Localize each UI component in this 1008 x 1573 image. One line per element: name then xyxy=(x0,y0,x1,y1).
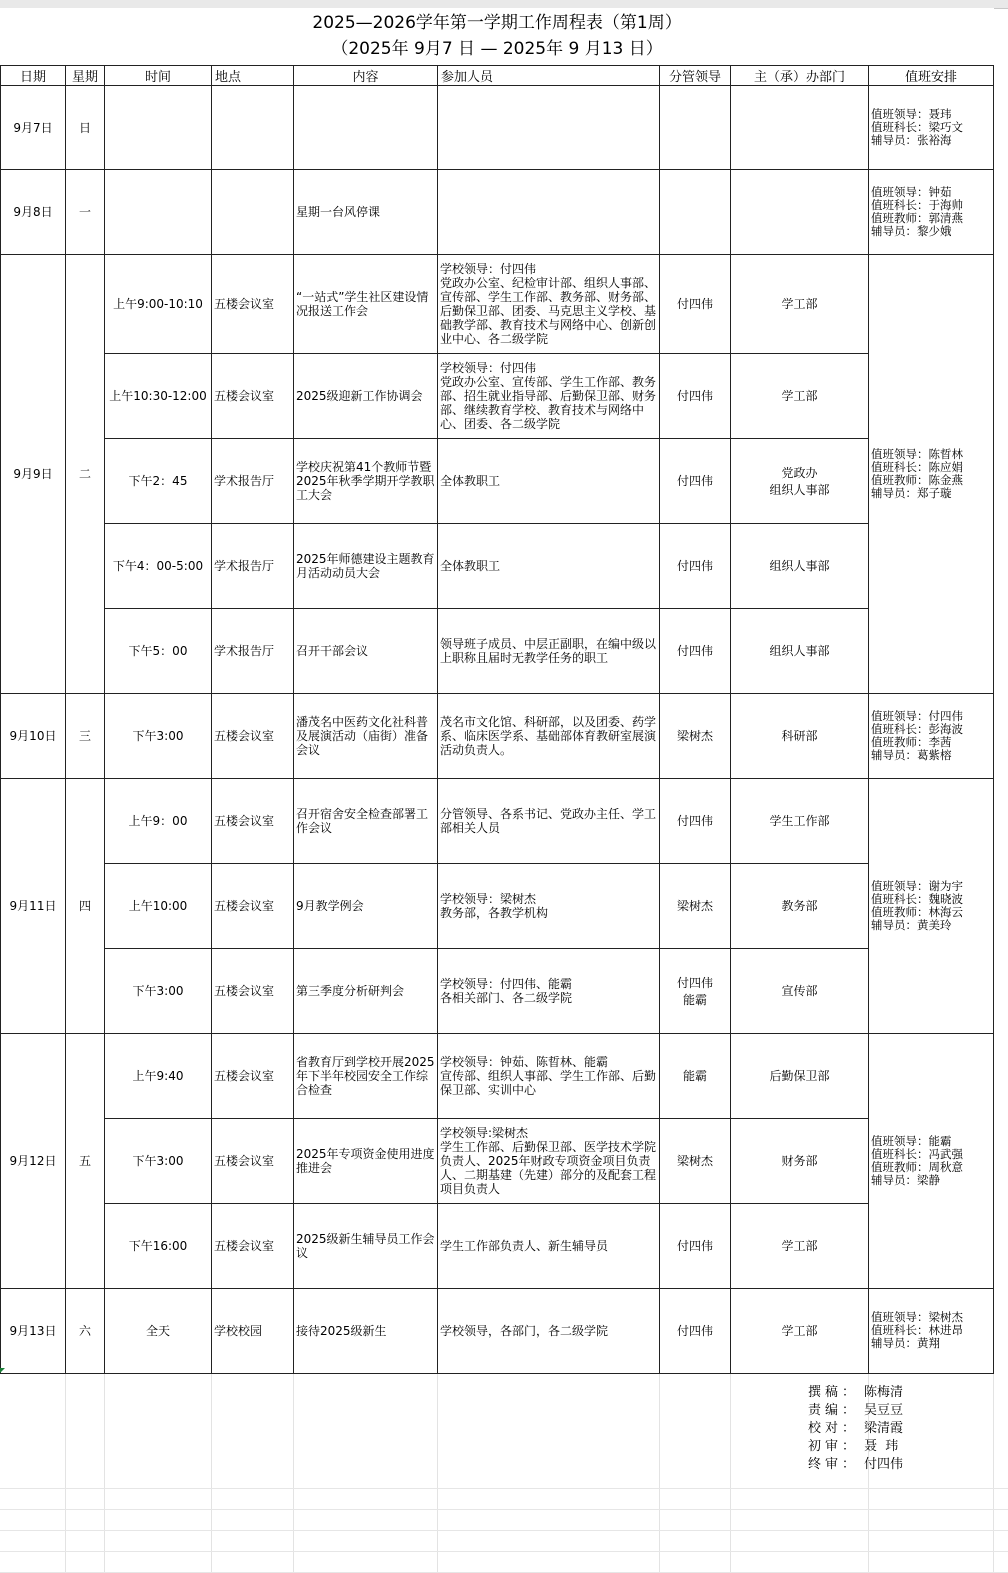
content-cell: 省教育厅到学校开展2025年下半年校园安全工作综合检查 xyxy=(294,1033,438,1118)
signature-label: 校对： xyxy=(808,1421,860,1436)
weekday-cell: 六 xyxy=(66,1288,105,1373)
signature-name: 吴豆豆 xyxy=(864,1403,904,1418)
header-leader: 分管领导 xyxy=(660,65,731,85)
signature-row xyxy=(808,1438,903,1456)
table-row xyxy=(1,693,994,778)
header-place: 地点 xyxy=(212,65,294,85)
table-row xyxy=(1,1288,994,1373)
duty-line: 辅导员：黎少娥 xyxy=(871,223,952,238)
signature-name: 梁清霞 xyxy=(864,1421,904,1436)
fill-handle-mark xyxy=(0,1368,5,1373)
duty-line: 辅导员：张裕海 xyxy=(871,132,952,147)
duty-line: 值班科长：魏晓波 xyxy=(871,891,963,906)
attendees-cell: 全体教职工 xyxy=(438,523,660,608)
place-cell: 五楼会议室 xyxy=(212,693,294,778)
time-cell xyxy=(105,85,212,169)
attendees-cell: 学生工作部负责人、新生辅导员 xyxy=(438,1203,660,1288)
gridline xyxy=(0,1509,1008,1510)
time-cell: 下午3:00 xyxy=(105,693,212,778)
dept-cell: 后勤保卫部 xyxy=(731,1033,869,1118)
header-attendees: 参加人员 xyxy=(438,65,660,85)
content-cell xyxy=(294,85,438,169)
weekday-cell: 五 xyxy=(66,1033,105,1288)
leader-cell: 梁树杰 xyxy=(660,693,731,778)
place-cell: 学术报告厅 xyxy=(212,523,294,608)
date-cell: 9月9日 xyxy=(1,254,66,693)
table-row xyxy=(1,778,994,863)
date-cell: 9月8日 xyxy=(1,169,66,254)
table-row xyxy=(1,523,994,608)
time-cell: 下午2：45 xyxy=(105,438,212,523)
attendees-cell: 茂名市文化馆、科研部，以及团委、药学系、临床医学系、基础部体育教研室展演活动负责人。 xyxy=(438,693,660,778)
duty-line: 值班领导：付四伟 xyxy=(871,708,963,723)
schedule-title xyxy=(1,8,994,65)
signature-row xyxy=(808,1402,903,1420)
duty-cell xyxy=(869,1288,994,1373)
time-cell: 下午5：00 xyxy=(105,608,212,693)
duty-cell xyxy=(869,254,994,693)
time-cell: 下午16:00 xyxy=(105,1203,212,1288)
place-cell xyxy=(212,85,294,169)
table-row xyxy=(1,254,994,353)
duty-line: 值班教师：李茜 xyxy=(871,734,952,749)
date-cell: 9月13日 xyxy=(1,1288,66,1373)
duty-line: 值班科长：陈应娟 xyxy=(871,459,963,474)
duty-line: 辅导员：葛紫榕 xyxy=(871,747,952,762)
time-cell: 下午4：00-5:00 xyxy=(105,523,212,608)
table-row xyxy=(1,169,994,254)
duty-line: 值班领导：谢为宇 xyxy=(871,878,963,893)
date-cell: 9月10日 xyxy=(1,693,66,778)
dept-cell: 学工部 xyxy=(731,1288,869,1373)
dept-cell: 组织人事部 xyxy=(731,523,869,608)
place-cell: 五楼会议室 xyxy=(212,353,294,438)
weekday-cell: 一 xyxy=(66,169,105,254)
signature-row xyxy=(808,1456,903,1474)
leader-cell: 付四伟 xyxy=(660,438,731,523)
duty-line: 辅导员：郑子璇 xyxy=(871,485,952,500)
weekday-cell: 三 xyxy=(66,693,105,778)
duty-cell xyxy=(869,778,994,1033)
content-cell: 召开干部会议 xyxy=(294,608,438,693)
dept-cell: 宣传部 xyxy=(731,948,869,1033)
dept-cell: 学工部 xyxy=(731,353,869,438)
weekday-cell: 日 xyxy=(66,85,105,169)
header-weekday: 星期 xyxy=(66,65,105,85)
date-cell: 9月11日 xyxy=(1,778,66,1033)
place-cell: 学校校园 xyxy=(212,1288,294,1373)
content-cell: “一站式”学生社区建设情况报送工作会 xyxy=(294,254,438,353)
attendees-cell: 全体教职工 xyxy=(438,438,660,523)
title-line-1: 2025—2026学年第一学期工作周程表（第1周） xyxy=(312,13,682,34)
table-row xyxy=(1,1118,994,1203)
duty-line: 值班教师：周秋意 xyxy=(871,1159,963,1174)
table-row xyxy=(1,353,994,438)
leader-cell: 付四伟 能霸 xyxy=(660,948,731,1033)
header-duty: 值班安排 xyxy=(869,65,994,85)
duty-line: 辅导员：梁静 xyxy=(871,1172,940,1187)
header-dept: 主（承）办部门 xyxy=(731,65,869,85)
leader-cell: 付四伟 xyxy=(660,608,731,693)
dept-cell: 组织人事部 xyxy=(731,608,869,693)
time-cell xyxy=(105,169,212,254)
content-cell: 2025级迎新工作协调会 xyxy=(294,353,438,438)
weekday-cell: 四 xyxy=(66,778,105,1033)
dept-cell: 党政办 组织人事部 xyxy=(731,438,869,523)
time-cell: 上午9:40 xyxy=(105,1033,212,1118)
content-cell: 学校庆祝第41个教师节暨2025年秋季学期开学教职工大会 xyxy=(294,438,438,523)
content-cell: 星期一台风停课 xyxy=(294,169,438,254)
header-date: 日期 xyxy=(1,65,66,85)
attendees-cell xyxy=(438,169,660,254)
signature-row xyxy=(808,1420,903,1438)
attendees-cell: 学校领导：钟茹、陈晢林、能霸 宣传部、组织人事部、学生工作部、后勤保卫部、实训中心 xyxy=(438,1033,660,1118)
duty-line: 值班教师：郭清燕 xyxy=(871,210,963,225)
leader-cell: 付四伟 xyxy=(660,1288,731,1373)
duty-cell xyxy=(869,693,994,778)
duty-line: 值班科长：彭海波 xyxy=(871,721,963,736)
time-cell: 下午3:00 xyxy=(105,1118,212,1203)
dept-cell xyxy=(731,169,869,254)
duty-cell xyxy=(869,169,994,254)
leader-cell: 梁树杰 xyxy=(660,1118,731,1203)
leader-cell: 付四伟 xyxy=(660,353,731,438)
header-time: 时间 xyxy=(105,65,212,85)
content-cell: 2025级新生辅导员工作会议 xyxy=(294,1203,438,1288)
gridline xyxy=(0,1488,1008,1489)
place-cell: 五楼会议室 xyxy=(212,254,294,353)
time-cell: 上午9：00 xyxy=(105,778,212,863)
gridline xyxy=(0,1530,1008,1531)
date-cell: 9月12日 xyxy=(1,1033,66,1288)
content-cell: 2025年师德建设主题教育月活动动员大会 xyxy=(294,523,438,608)
leader-cell: 付四伟 xyxy=(660,1203,731,1288)
duty-line: 值班教师：陈金燕 xyxy=(871,472,963,487)
attendees-cell: 学校领导：梁树杰 教务部，各教学机构 xyxy=(438,863,660,948)
duty-line: 辅导员：黄翔 xyxy=(871,1336,940,1350)
header-content: 内容 xyxy=(294,65,438,85)
place-cell: 五楼会议室 xyxy=(212,778,294,863)
duty-line: 值班教师：林海云 xyxy=(871,904,963,919)
date-cell: 9月7日 xyxy=(1,85,66,169)
duty-line: 值班领导：能霸 xyxy=(871,1133,952,1148)
dept-cell: 学工部 xyxy=(731,254,869,353)
time-cell: 上午10:00 xyxy=(105,863,212,948)
dept-cell: 财务部 xyxy=(731,1118,869,1203)
duty-line: 值班领导：梁树杰 xyxy=(871,1310,963,1324)
signature-row xyxy=(808,1384,903,1402)
place-cell: 学术报告厅 xyxy=(212,438,294,523)
place-cell xyxy=(212,169,294,254)
time-cell: 全天 xyxy=(105,1288,212,1373)
signature-name: 聂 玮 xyxy=(864,1439,899,1454)
table-row xyxy=(1,948,994,1033)
place-cell: 学术报告厅 xyxy=(212,608,294,693)
dept-cell: 学工部 xyxy=(731,1203,869,1288)
place-cell: 五楼会议室 xyxy=(212,863,294,948)
place-cell: 五楼会议室 xyxy=(212,948,294,1033)
content-cell: 2025年专项资金使用进度推进会 xyxy=(294,1118,438,1203)
attendees-cell: 领导班子成员、中层正副职，在编中级以上职称且届时无教学任务的职工 xyxy=(438,608,660,693)
duty-line: 辅导员：黄美玲 xyxy=(871,917,952,932)
content-cell: 第三季度分析研判会 xyxy=(294,948,438,1033)
time-cell: 上午9:00-10:10 xyxy=(105,254,212,353)
duty-line: 值班科长：林进昂 xyxy=(871,1323,963,1337)
attendees-cell: 学校领导：付四伟 党政办公室、纪检审计部、组织人事部、宣传部、学生工作部、教务部、财务部、后勤保卫部、团委、马克思主义学校、基础教学部、教育技术与网络中心、创新创业中心、各二级学院 xyxy=(438,254,660,353)
dept-cell: 教务部 xyxy=(731,863,869,948)
duty-line: 值班科长：于海帅 xyxy=(871,197,963,212)
content-cell: 接待2025级新生 xyxy=(294,1288,438,1373)
content-cell: 9月教学例会 xyxy=(294,863,438,948)
leader-cell xyxy=(660,85,731,169)
time-cell: 下午3:00 xyxy=(105,948,212,1033)
weekly-schedule-table xyxy=(0,8,994,1374)
place-cell: 五楼会议室 xyxy=(212,1118,294,1203)
attendees-cell: 学校领导:梁树杰 学生工作部、后勤保卫部、医学技术学院负责人、2025年财政专项资金项目负责人、二期基建（先建）部分的及配套工程项目负责人 xyxy=(438,1118,660,1203)
signature-name: 陈梅清 xyxy=(864,1385,904,1400)
table-row xyxy=(1,863,994,948)
signature-label: 终审： xyxy=(808,1457,860,1472)
table-row xyxy=(1,1033,994,1118)
attendees-cell: 学校领导，各部门，各二级学院 xyxy=(438,1288,660,1373)
duty-cell xyxy=(869,1033,994,1288)
leader-cell: 梁树杰 xyxy=(660,863,731,948)
table-row xyxy=(1,85,994,169)
attendees-cell xyxy=(438,85,660,169)
leader-cell: 付四伟 xyxy=(660,523,731,608)
content-cell: 召开宿舍安全检查部署工作会议 xyxy=(294,778,438,863)
duty-line: 值班科长：冯武强 xyxy=(871,1146,963,1161)
time-cell: 上午10:30-12:00 xyxy=(105,353,212,438)
attendees-cell: 学校领导：付四伟 党政办公室、宣传部、学生工作部、教务部、招生就业指导部、后勤保卫部、财务部、继续教育学校、教育技术与网络中心、团委、各二级学院 xyxy=(438,353,660,438)
gridline xyxy=(0,1551,1008,1552)
signature-label: 撰稿： xyxy=(808,1385,860,1400)
dept-cell xyxy=(731,85,869,169)
duty-line: 值班领导：钟茹 xyxy=(871,184,952,199)
signature-block xyxy=(808,1384,903,1474)
title-line-2: （2025年 9月7 日 — 2025年 9 月13 日） xyxy=(331,39,663,60)
place-cell: 五楼会议室 xyxy=(212,1033,294,1118)
attendees-cell: 学校领导：付四伟、能霸 各相关部门、各二级学院 xyxy=(438,948,660,1033)
table-row xyxy=(1,438,994,523)
leader-cell: 付四伟 xyxy=(660,778,731,863)
weekday-cell: 二 xyxy=(66,254,105,693)
content-cell: 潘茂名中医药文化社科普及展演活动（庙街）准备会议 xyxy=(294,693,438,778)
signature-label: 责编： xyxy=(808,1403,860,1418)
signature-label: 初审： xyxy=(808,1439,860,1454)
leader-cell xyxy=(660,169,731,254)
table-row xyxy=(1,608,994,693)
duty-line: 值班科长：梁巧文 xyxy=(871,119,963,134)
place-cell: 五楼会议室 xyxy=(212,1203,294,1288)
duty-line: 值班领导：聂玮 xyxy=(871,106,952,121)
duty-line: 值班领导：陈晢林 xyxy=(871,446,963,461)
dept-cell: 学生工作部 xyxy=(731,778,869,863)
duty-cell xyxy=(869,85,994,169)
signature-name: 付四伟 xyxy=(864,1457,904,1472)
table-row xyxy=(1,1203,994,1288)
header-row xyxy=(1,65,994,85)
dept-cell: 科研部 xyxy=(731,693,869,778)
leader-cell: 能霸 xyxy=(660,1033,731,1118)
leader-cell: 付四伟 xyxy=(660,254,731,353)
attendees-cell: 分管领导、各系书记、党政办主任、学工部相关人员 xyxy=(438,778,660,863)
